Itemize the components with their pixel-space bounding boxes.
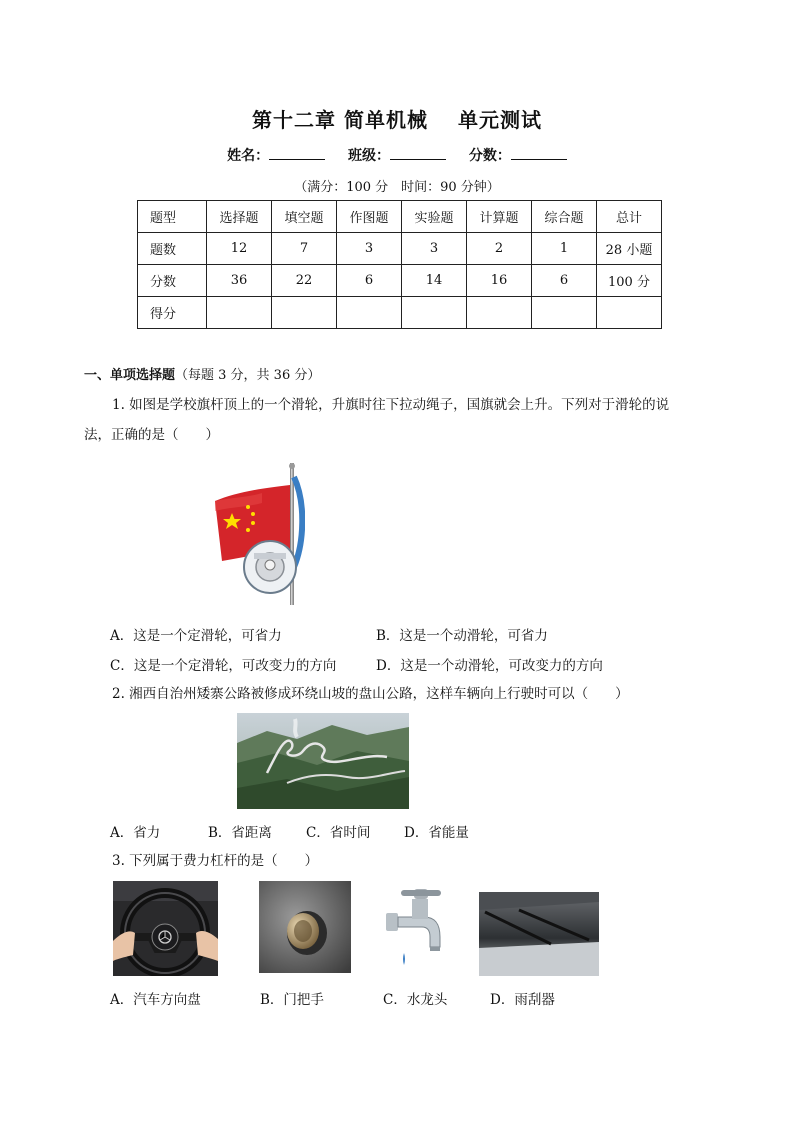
mountain-road-image: [237, 713, 409, 809]
q1-option-c[interactable]: C．这是一个定滑轮，可改变力的方向: [110, 658, 337, 674]
section-note: （每题 3 分，共 36 分）: [175, 368, 321, 383]
table-cell: 7: [272, 233, 337, 265]
table-cell: 计算题: [467, 201, 532, 233]
table-cell: 28 小题: [597, 233, 662, 265]
faucet-image: [384, 881, 456, 973]
score-entry-cell[interactable]: [467, 297, 532, 329]
question-3: 3. 下列属于费力杠杆的是（ ）: [112, 853, 319, 869]
table-cell: 总计: [597, 201, 662, 233]
q1-option-d[interactable]: D．这是一个动滑轮，可改变力的方向: [376, 658, 603, 674]
section-title: 一、单项选择题: [84, 368, 176, 383]
table-cell: 得分: [138, 297, 207, 329]
flag-pulley-image: [210, 463, 305, 605]
q2-option-a[interactable]: A．省力: [110, 825, 161, 841]
table-cell: 16: [467, 265, 532, 297]
class-label: 班级：: [348, 148, 390, 164]
question-1-line2: 法，正确的是（ ）: [84, 427, 219, 443]
score-entry-cell[interactable]: [207, 297, 272, 329]
exam-meta: （满分：100 分 时间：90 分钟）: [294, 180, 500, 195]
table-cell: 综合题: [532, 201, 597, 233]
title-main: 第十二章 简单机械: [252, 108, 428, 132]
name-label: 姓名：: [227, 148, 270, 164]
q3-option-b[interactable]: B．门把手: [260, 992, 324, 1008]
table-cell: 3: [402, 233, 467, 265]
table-cell: 题型: [138, 201, 207, 233]
student-info-line: [0, 145, 794, 165]
table-cell: 题数: [138, 233, 207, 265]
table-row: [138, 265, 662, 297]
score-entry-cell[interactable]: [337, 297, 402, 329]
table-cell: 36: [207, 265, 272, 297]
table-cell: 100 分: [597, 265, 662, 297]
page-title: [0, 104, 794, 133]
door-knob-image: [259, 881, 351, 973]
table-cell: 22: [272, 265, 337, 297]
table-cell: 6: [532, 265, 597, 297]
table-cell: 分数: [138, 265, 207, 297]
table-cell: 选择题: [207, 201, 272, 233]
table-row: [138, 297, 662, 329]
section-heading: [84, 364, 320, 383]
steering-wheel-image: [113, 881, 218, 976]
table-cell: 实验题: [402, 201, 467, 233]
score-entry-cell[interactable]: [532, 297, 597, 329]
q1-option-a[interactable]: A．这是一个定滑轮，可省力: [110, 628, 282, 644]
score-table: [137, 200, 662, 329]
score-blank[interactable]: [511, 147, 567, 160]
q3-option-d[interactable]: D．雨刮器: [490, 992, 555, 1008]
name-blank[interactable]: [269, 147, 325, 160]
q2-option-b[interactable]: B．省距离: [208, 825, 272, 841]
table-cell: 6: [337, 265, 402, 297]
table-cell: 12: [207, 233, 272, 265]
score-entry-cell[interactable]: [402, 297, 467, 329]
class-blank[interactable]: [390, 147, 446, 160]
table-cell: 14: [402, 265, 467, 297]
title-suffix: 单元测试: [457, 108, 542, 132]
table-cell: 1: [532, 233, 597, 265]
table-cell: 2: [467, 233, 532, 265]
q3-option-c[interactable]: C．水龙头: [383, 992, 448, 1008]
question-2: 2. 湘西自治州矮寨公路被修成环绕山坡的盘山公路，这样车辆向上行驶时可以（ ）: [112, 686, 629, 702]
score-entry-cell[interactable]: [272, 297, 337, 329]
score-entry-cell[interactable]: [597, 297, 662, 329]
table-cell: 作图题: [337, 201, 402, 233]
table-header-row: [138, 201, 662, 233]
wiper-image: [479, 892, 599, 976]
table-row: [138, 233, 662, 265]
q3-option-a[interactable]: A．汽车方向盘: [110, 992, 201, 1008]
question-1-line1: 1. 如图是学校旗杆顶上的一个滑轮，升旗时往下拉动绳子，国旗就会上升。下列对于滑轮的说: [112, 397, 670, 413]
table-cell: 填空题: [272, 201, 337, 233]
q2-option-c[interactable]: C．省时间: [306, 825, 371, 841]
score-label: 分数：: [468, 148, 511, 164]
question-1: [84, 390, 724, 450]
table-cell: 3: [337, 233, 402, 265]
q2-option-d[interactable]: D．省能量: [404, 825, 469, 841]
q1-option-b[interactable]: B．这是一个动滑轮，可省力: [376, 628, 548, 644]
